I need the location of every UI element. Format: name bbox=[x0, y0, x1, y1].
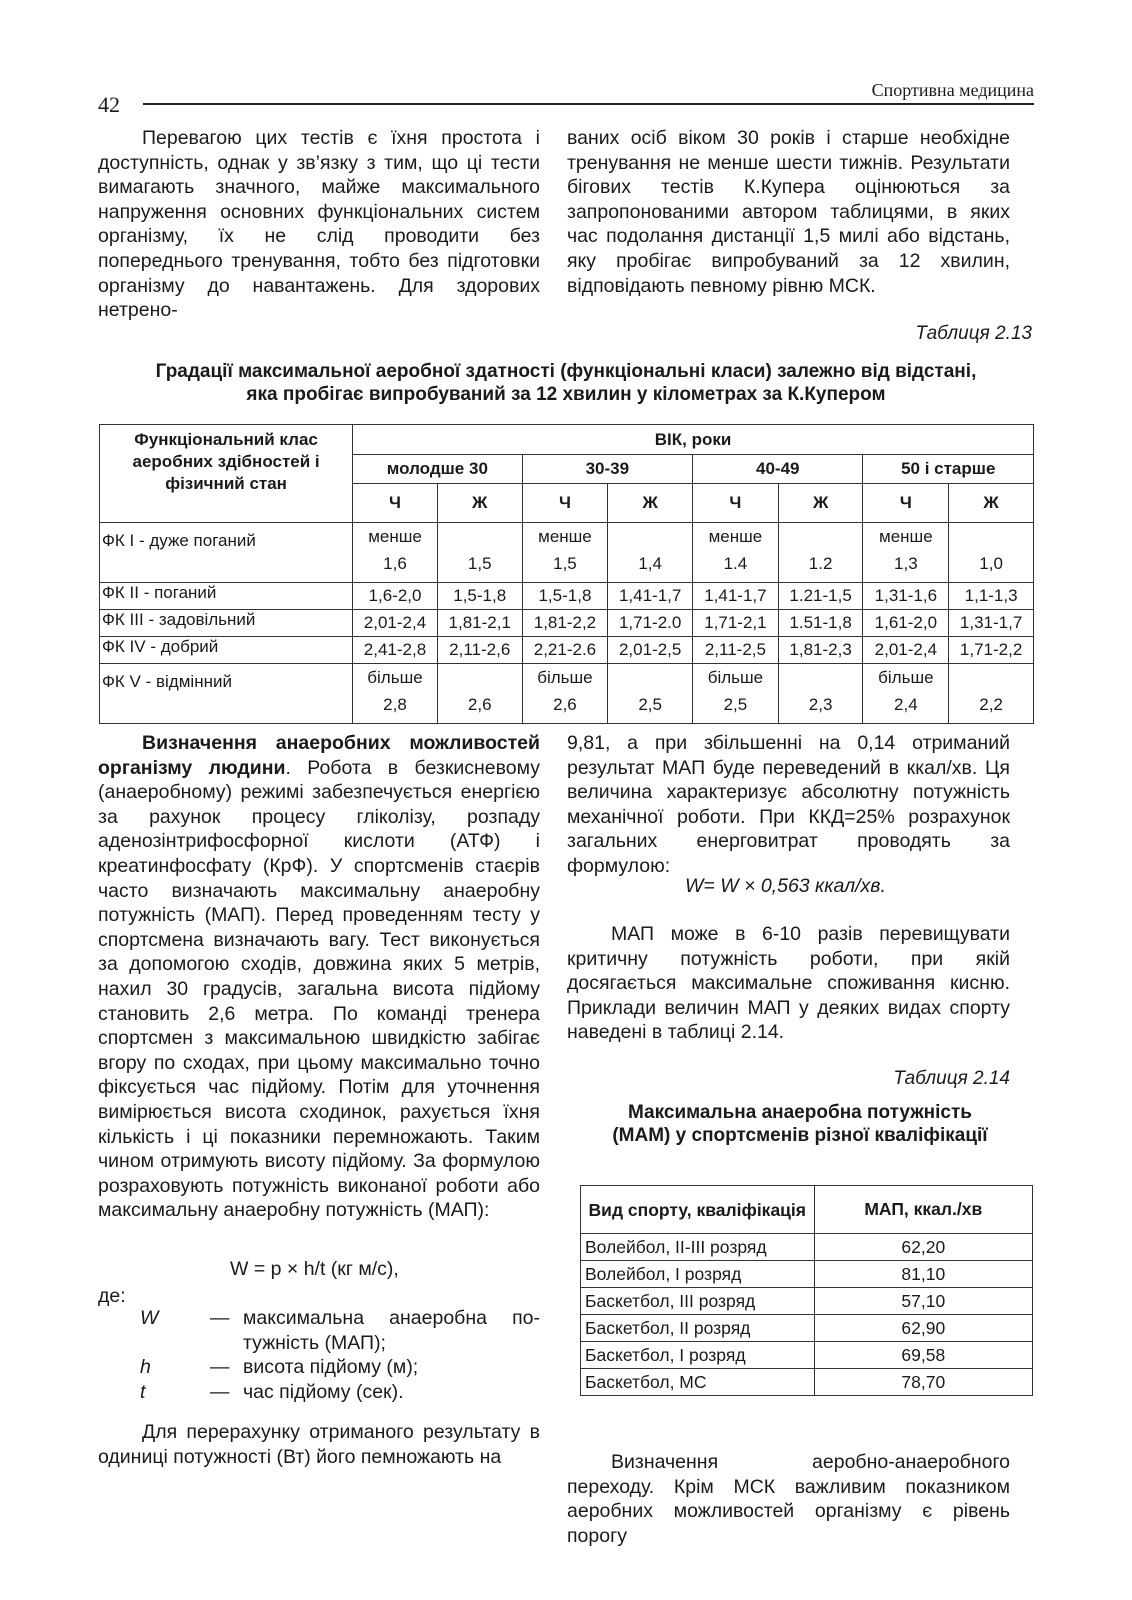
left-final-column bbox=[98, 1420, 540, 1469]
sport-cell: Баскетбол, III розряд bbox=[581, 1288, 815, 1315]
table-cell: більше 2,4 bbox=[863, 664, 949, 724]
table-cell: менше 1,3 bbox=[863, 523, 949, 583]
table-cell: 1,41-1,7 bbox=[608, 583, 693, 610]
table-row bbox=[100, 583, 1034, 610]
table-title: Максимальна анаеробна потужність (МАМ) у спортсменів різної кваліфікації bbox=[612, 1102, 988, 1146]
sex-header: Ж bbox=[949, 484, 1034, 523]
table-cell: 1,1-1,3 bbox=[949, 583, 1034, 610]
table-cell: 1,71-2.0 bbox=[608, 610, 693, 637]
formula-map: W = p × h/t (кг м/с), bbox=[230, 1258, 399, 1280]
table-cell: 1,0 bbox=[949, 523, 1034, 583]
map-value-cell: 81,10 bbox=[814, 1261, 1032, 1288]
table-cell: більше 2,5 bbox=[693, 664, 779, 724]
right-bottom-column bbox=[567, 731, 1010, 879]
col-header-age: ВІК, роки bbox=[353, 425, 1034, 455]
table-cell: 1,61-2,0 bbox=[863, 610, 949, 637]
table-title: Градації максимальної аеробної здатності (функціональні класи) залежно від відстані, яка пробігає випробуваний за 12 хвилин у кілометрах за К.Купером bbox=[155, 361, 977, 405]
table-cell: 1,71-2,2 bbox=[949, 637, 1034, 664]
table-row bbox=[100, 523, 1034, 583]
row-label: ФК I - дуже поганий bbox=[100, 523, 353, 583]
table-cell: 1,4 bbox=[608, 523, 693, 583]
table-cell: 1.51-1,8 bbox=[778, 610, 863, 637]
section-heading: Визначення анаеробних можливостей організму людини bbox=[98, 732, 540, 779]
row-label: ФК IV - добрий bbox=[100, 637, 353, 664]
table-cell: 1,5 bbox=[437, 523, 522, 583]
map-value-cell: 62,20 bbox=[814, 1234, 1032, 1261]
sport-cell: Волейбол, II-III розряд bbox=[581, 1234, 815, 1261]
right-final-column bbox=[567, 1450, 1010, 1548]
table-cell: 1,31-1,7 bbox=[949, 610, 1034, 637]
sport-cell: Баскетбол, I розряд bbox=[581, 1342, 815, 1369]
table-caption: Таблиця 2.13 bbox=[915, 323, 1032, 344]
table-cell: 2,11-2,5 bbox=[693, 637, 779, 664]
table-cell: менше 1,5 bbox=[522, 523, 608, 583]
def-text: висота підйому (м); bbox=[243, 1356, 419, 1378]
paragraph: МАП може в 6-10 разів перевищувати критичну потужність роботи, при якій досягається максимальне споживання кисню. Приклади величин МАП у деяких видах спорту наведені в таблиці 2.14. bbox=[567, 923, 1010, 1044]
table-row bbox=[581, 1288, 1033, 1315]
paragraph: Визначення анаеробних можливостей організму людини. Робота в безкисневому (анаеробному) режимі забезпечується енергією за рахунок процесу гліколізу, розпаду аденозінтрифосфорної кислоти (АТФ) і креатинфосфату (КрФ). У спортсменів стаєрів часто визначають максимальну анаеробну потужність (МАП). Перед проведенням тесту у спортсмена визначають вагу. Тест виконується за допомогою сходів, довжина яких 5 метрів, нахил 30 градусів, загальна висота підйому становить 2,6 метра. По команді тренера спортсмен з максимальною швидкістю забігає вгору по сходах, при цьому максимально точно фіксується час підйому. Потім для уточнення вимірюється висота сходинок, рахується їхня кількість і ці показники перемножають. Таким чином отримують висоту підйому. За формулою розраховують потужність виконаної роботи або максимальну анаеробну потужність (МАП): bbox=[98, 732, 540, 1222]
table-cell: більше 2,6 bbox=[522, 664, 608, 724]
table-cell: 2,2 bbox=[949, 664, 1034, 724]
table-cell: 2,3 bbox=[778, 664, 863, 724]
table-cell: більше 2,8 bbox=[353, 664, 438, 724]
table-cell: 1.21-1,5 bbox=[778, 583, 863, 610]
table-cell: 2,21-2.6 bbox=[522, 637, 608, 664]
def-text: тужність (МАП); bbox=[243, 1332, 386, 1354]
paragraph: Для перерахунку отриманого результату в одиниці потужності (Вт) його пемножають на bbox=[98, 1421, 540, 1468]
sex-header: Ж bbox=[437, 484, 522, 523]
table-row bbox=[100, 637, 1034, 664]
row-label: ФК II - поганий bbox=[100, 583, 353, 610]
def-dash: — bbox=[210, 1381, 230, 1403]
formula-energy: W= W × 0,563 ккал/хв. bbox=[685, 875, 886, 897]
def-text: час підйому (сек). bbox=[243, 1381, 404, 1403]
map-value-cell: 62,90 bbox=[814, 1315, 1032, 1342]
table-row bbox=[581, 1342, 1033, 1369]
sex-header: Ж bbox=[608, 484, 693, 523]
paragraph: Визначення аеробно-анаеробного переходу. Крім МСК важливим показником аеробних можливостей організму є рівень порогу bbox=[567, 1451, 1010, 1547]
table-cell: 1,81-2,3 bbox=[778, 637, 863, 664]
row-label: ФК V - відмінний bbox=[100, 664, 353, 724]
col-header-map: МАП, ккал./хв bbox=[814, 1186, 1032, 1234]
paragraph: Перевагою цих тестів є їхня простота і доступність, однак у зв’язку з тим, що ці тести вимагають значного, майже максимального напруження основних функціональних систем організму, їх не слід проводити без попереднього тренування, тобто без підготовки організму до навантажень. Для здорових нетрено- bbox=[98, 127, 540, 322]
table-cell: 2,01-2,4 bbox=[863, 637, 949, 664]
age-group: 50 і старше bbox=[863, 455, 1034, 484]
table-aerobic-capacity bbox=[99, 424, 1034, 724]
age-group: молодше 30 bbox=[353, 455, 522, 484]
right-top-column bbox=[567, 126, 1010, 298]
table-cell: 1,41-1,7 bbox=[693, 583, 779, 610]
def-dash: — bbox=[210, 1307, 230, 1329]
table-cell: менше 1.4 bbox=[693, 523, 779, 583]
table-caption: Таблиця 2.14 bbox=[893, 1068, 1010, 1089]
table-cell: 1,71-2,1 bbox=[693, 610, 779, 637]
sex-header: Ч bbox=[863, 484, 949, 523]
table-cell: 2,41-2,8 bbox=[353, 637, 438, 664]
table-cell: 1,6-2,0 bbox=[353, 583, 438, 610]
table-cell: 1,31-1,6 bbox=[863, 583, 949, 610]
sport-cell: Волейбол, I розряд bbox=[581, 1261, 815, 1288]
table-cell: 1,5-1,8 bbox=[522, 583, 608, 610]
table-cell: 2,6 bbox=[437, 664, 522, 724]
paragraph: ваних осіб віком 30 років і старше необхідне тренування не менше шести тижнів. Результати бігових тестів К.Купера оцінюються за запропонованими автором таблицями, в яких час подолання дистанції 1,5 милі або відстань, яку пробігає випробуваний за 12 хвилин, відповідають певному рівню МСК. bbox=[567, 127, 1010, 297]
running-title: Спортивна медицина bbox=[871, 80, 1034, 100]
where-label: де: bbox=[98, 1285, 126, 1307]
map-value-cell: 69,58 bbox=[814, 1342, 1032, 1369]
table-row bbox=[100, 610, 1034, 637]
table-cell: 2,01-2,5 bbox=[608, 637, 693, 664]
left-bottom-column bbox=[98, 731, 540, 1223]
left-top-column bbox=[98, 126, 540, 323]
sex-header: Ч bbox=[693, 484, 779, 523]
age-group: 40-49 bbox=[693, 455, 863, 484]
table-row bbox=[581, 1261, 1033, 1288]
age-group: 30-39 bbox=[522, 455, 692, 484]
table-cell: 1,81-2,1 bbox=[437, 610, 522, 637]
table-cell: 1,81-2,2 bbox=[522, 610, 608, 637]
map-value-cell: 78,70 bbox=[814, 1369, 1032, 1396]
map-value-cell: 57,10 bbox=[814, 1288, 1032, 1315]
sport-cell: Баскетбол, МС bbox=[581, 1369, 815, 1396]
def-symbol: t bbox=[140, 1381, 146, 1403]
sex-header: Ч bbox=[522, 484, 608, 523]
page-number: 42 bbox=[98, 92, 120, 117]
def-symbol: W bbox=[140, 1307, 159, 1329]
def-dash: — bbox=[210, 1356, 230, 1378]
table-cell: 1.2 bbox=[778, 523, 863, 583]
def-symbol: h bbox=[140, 1356, 151, 1378]
col-header-class: Функціональний клас аеробних здібностей і фізичний стан bbox=[100, 425, 353, 523]
table-anaerobic-power bbox=[580, 1185, 1033, 1396]
table-cell: менше 1,6 bbox=[353, 523, 438, 583]
table-row bbox=[581, 1234, 1033, 1261]
header-rule bbox=[143, 103, 1034, 105]
table-cell: 2,01-2,4 bbox=[353, 610, 438, 637]
paragraph: 9,81, а при збільшенні на 0,14 отриманий результат МАП буде переведений в ккал/хв. Ця величина характеризує абсолютну потужність механічної роботи. При ККД=25% розрахунок загальних енерговитрат проводять за формулою: bbox=[567, 732, 1010, 877]
table-row bbox=[581, 1315, 1033, 1342]
col-header-sport: Вид спорту, кваліфікація bbox=[581, 1186, 815, 1234]
sport-cell: Баскетбол, II розряд bbox=[581, 1315, 815, 1342]
row-label: ФК III - задовільний bbox=[100, 610, 353, 637]
def-text: максимальна анаеробна по- bbox=[243, 1307, 540, 1329]
table-cell: 2,5 bbox=[608, 664, 693, 724]
sex-header: Ж bbox=[778, 484, 863, 523]
table-cell: 2,11-2,6 bbox=[437, 637, 522, 664]
right-middle-column bbox=[567, 922, 1010, 1045]
table-row bbox=[100, 664, 1034, 724]
table-row bbox=[581, 1369, 1033, 1396]
sex-header: Ч bbox=[353, 484, 438, 523]
table-cell: 1,5-1,8 bbox=[437, 583, 522, 610]
